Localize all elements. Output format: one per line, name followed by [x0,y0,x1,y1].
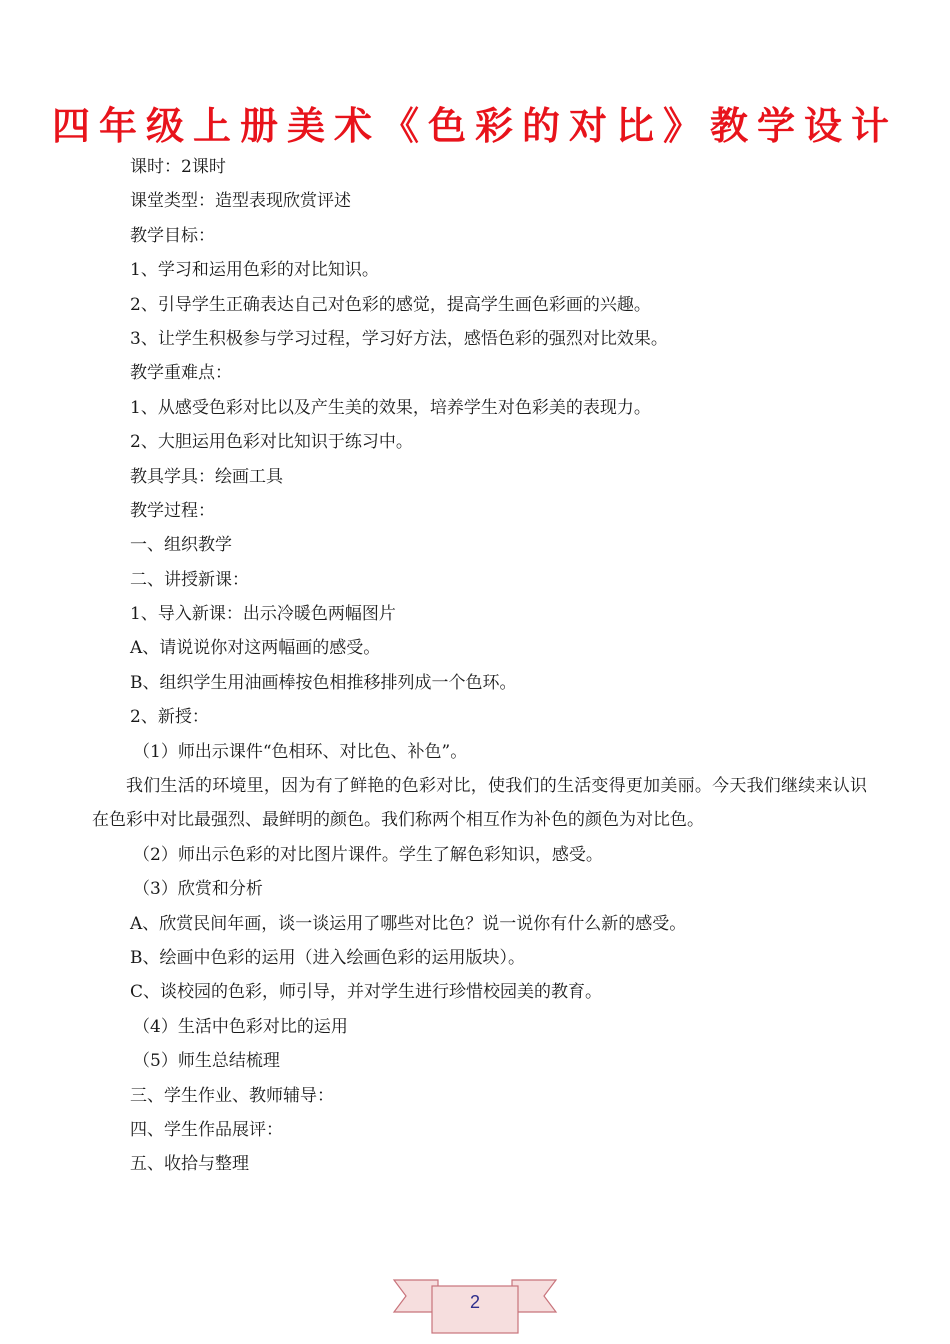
lesson-type: 课堂类型：造型表现欣赏评述 [130,191,351,212]
process-step: 四、学生作品展评： [130,1119,283,1140]
process-step: 三、学生作业、教师辅导： [130,1085,334,1106]
process-item: （2）师出示色彩的对比图片课件。学生了解色彩知识，感受。 [133,844,603,865]
section-heading-process: 教学过程： [130,500,215,521]
process-item: A、请说说你对这两幅画的感受。 [130,638,381,659]
process-item: （1）师出示课件“色相环、对比色、补色”。 [133,741,468,762]
process-step: 五、收拾与整理 [130,1154,249,1175]
objective-item: 1、学习和运用色彩的对比知识。 [130,260,379,281]
key-point-item: 1、从感受色彩对比以及产生美的效果，培养学生对色彩美的表现力。 [130,397,651,418]
page-number: 2 [469,1292,480,1312]
process-step: 一、组织教学 [130,535,232,556]
page-number-badge [392,1274,558,1336]
objective-item: 2、引导学生正确表达自己对色彩的感觉，提高学生画色彩画的兴趣。 [130,294,651,315]
teaching-tools: 教具学具：绘画工具 [130,466,283,487]
process-item: （3）欣赏和分析 [133,879,263,900]
process-substep: 2、新授： [130,707,209,728]
section-heading-key-points: 教学重难点： [130,363,232,384]
process-item: （5）师生总结梳理 [133,1051,280,1072]
document-body [92,150,867,1182]
process-item: A、欣赏民间年画，谈一谈运用了哪些对比色？说一说你有什么新的感受。 [130,913,687,934]
page-title: 四年级上册美术《色彩的对比》教学设计 [51,104,898,148]
objective-item: 3、让学生积极参与学习过程，学习好方法，感悟色彩的强烈对比效果。 [130,328,668,349]
body-paragraph: 我们生活的环境里，因为有了鲜艳的色彩对比，使我们的生活变得更加美丽。今天我们继续来认识在色彩中对比最强烈、最鲜明的颜色。我们称两个相互作为补色的颜色为对比色。 [92,776,867,831]
process-substep: 1、导入新课：出示冷暖色两幅图片 [130,604,396,625]
process-item: B、绘画中色彩的运用（进入绘画色彩的运用版块）。 [130,948,525,969]
process-item: B、组织学生用油画棒按色相推移排列成一个色环。 [130,672,517,693]
section-heading-objectives: 教学目标： [130,225,215,246]
key-point-item: 2、大胆运用色彩对比知识于练习中。 [130,432,413,453]
process-item: C、谈校园的色彩，师引导，并对学生进行珍惜校园美的教育。 [130,982,603,1003]
process-step: 二、讲授新课： [130,569,249,590]
process-item: （4）生活中色彩对比的运用 [133,1016,348,1037]
class-hours: 课时：2课时 [130,157,226,177]
